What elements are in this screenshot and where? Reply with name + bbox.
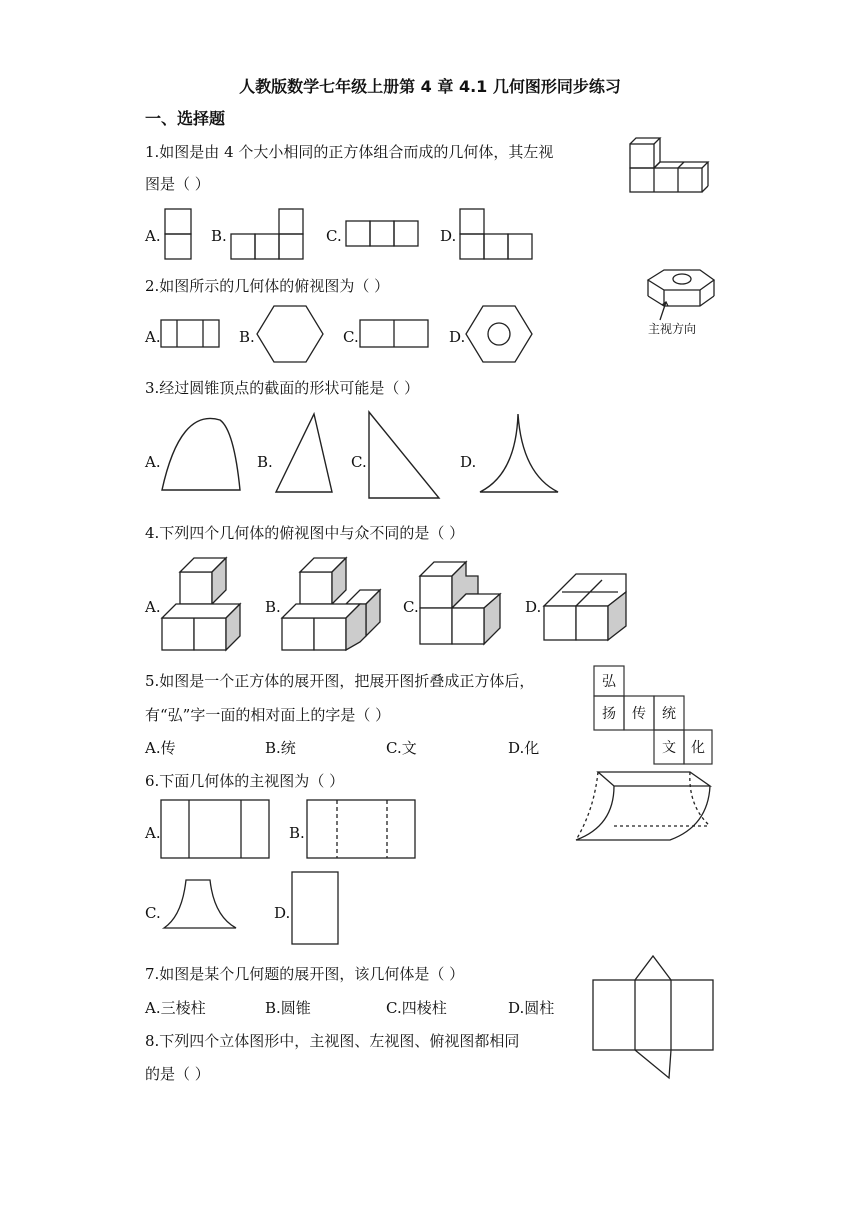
- q1-stem-line2: 图是（ ）: [145, 175, 210, 193]
- q4-option-d-label: D.: [525, 598, 542, 616]
- q1-option-a-figure[interactable]: [164, 208, 194, 260]
- q1-option-b-label: B.: [211, 227, 227, 245]
- q2-stem: 2.如图所示的几何体的俯视图为（ ）: [145, 277, 390, 295]
- q7-option-b[interactable]: B.圆锥: [265, 999, 311, 1017]
- q6-option-a-figure[interactable]: [159, 798, 273, 862]
- q3-option-a-figure[interactable]: [160, 416, 244, 492]
- q4-option-d-figure[interactable]: [542, 570, 632, 644]
- q4-stem: 4.下列四个几何体的俯视图中与众不同的是（ ）: [145, 524, 465, 542]
- q6-option-c-label: C.: [145, 904, 161, 922]
- q5-option-b[interactable]: B.统: [265, 739, 296, 757]
- q5-option-c[interactable]: C.文: [386, 739, 417, 757]
- q7-stem: 7.如图是某个几何题的展开图，该几何体是（ ）: [145, 965, 465, 983]
- q2-direction-caption: 主视方向: [648, 322, 697, 336]
- net-char-chuan: 传: [632, 706, 646, 722]
- q3-option-a-label: A.: [145, 453, 161, 471]
- q3-option-d-label: D.: [460, 453, 477, 471]
- net-char-tong: 统: [662, 706, 676, 722]
- q5-option-a[interactable]: A.传: [145, 739, 176, 757]
- q2-option-d-label: D.: [449, 328, 466, 346]
- q2-option-b-label: B.: [239, 328, 255, 346]
- q1-option-d-label: D.: [440, 227, 457, 245]
- q3-stem: 3.经过圆锥顶点的截面的形状可能是（ ）: [145, 379, 420, 397]
- q6-option-d-figure[interactable]: [290, 870, 342, 946]
- section-heading: 一、选择题: [145, 109, 226, 128]
- net-char-hua: 化: [691, 740, 705, 756]
- page-title: 人教版数学七年级上册第 4 章 4.1 几何图形同步练习: [239, 77, 621, 96]
- q6-option-d-label: D.: [274, 904, 291, 922]
- q1-option-c-label: C.: [326, 227, 342, 245]
- q2-option-a-label: A.: [145, 328, 161, 346]
- q6-option-a-label: A.: [145, 824, 161, 842]
- q6-option-c-figure[interactable]: [160, 876, 240, 934]
- q1-solid-figure: [628, 136, 718, 196]
- q3-option-b-label: B.: [257, 453, 273, 471]
- net-char-wen: 文: [662, 740, 676, 756]
- q2-option-b-figure[interactable]: [256, 304, 326, 366]
- q2-option-a-figure[interactable]: [160, 318, 222, 350]
- q6-solid-figure: [574, 766, 714, 846]
- q1-stem-line1: 1.如图是由 4 个大小相同的正方体组合而成的几何体，其左视: [145, 143, 554, 161]
- q8-stem-line2: 的是（ ）: [145, 1065, 210, 1083]
- q6-option-b-figure[interactable]: [305, 798, 419, 862]
- q2-option-c-label: C.: [343, 328, 359, 346]
- q1-option-c-figure[interactable]: [345, 220, 421, 248]
- q1-option-a-label: A.: [145, 227, 161, 245]
- q6-stem: 6.下面几何体的主视图为（ ）: [145, 772, 345, 790]
- q6-option-b-label: B.: [289, 824, 305, 842]
- q8-stem-line1: 8.下列四个立体图形中，主视图、左视图、俯视图都相同: [145, 1032, 520, 1050]
- q3-option-c-label: C.: [351, 453, 367, 471]
- q4-option-a-figure[interactable]: [160, 552, 250, 654]
- q7-option-d[interactable]: D.圆柱: [508, 999, 555, 1017]
- q2-option-d-figure[interactable]: [465, 304, 535, 366]
- q7-option-c[interactable]: C.四棱柱: [386, 999, 447, 1017]
- net-char-hong: 弘: [602, 674, 616, 690]
- q3-option-c-figure[interactable]: [367, 410, 443, 502]
- q7-option-a[interactable]: A.三棱柱: [145, 999, 206, 1017]
- q4-option-b-label: B.: [265, 598, 281, 616]
- q1-option-b-figure[interactable]: [230, 208, 306, 260]
- q5-stem-line2: 有“弘”字一面的相对面上的字是（ ）: [145, 706, 391, 724]
- q3-option-b-figure[interactable]: [274, 412, 334, 496]
- q1-option-d-figure[interactable]: [459, 208, 535, 260]
- net-char-yang: 扬: [602, 706, 616, 722]
- q5-cube-net: [592, 664, 714, 768]
- q5-stem-line1: 5.如图是一个正方体的展开图，把展开图折叠成正方体后，: [145, 672, 535, 690]
- q4-option-c-figure[interactable]: [418, 556, 508, 658]
- q2-option-c-figure[interactable]: [359, 318, 431, 350]
- q7-prism-net: [591, 954, 717, 1080]
- q4-option-b-figure[interactable]: [280, 552, 384, 654]
- q4-option-a-label: A.: [145, 598, 161, 616]
- q3-option-d-figure[interactable]: [478, 412, 562, 496]
- q5-option-d[interactable]: D.化: [508, 739, 540, 757]
- q4-option-c-label: C.: [403, 598, 419, 616]
